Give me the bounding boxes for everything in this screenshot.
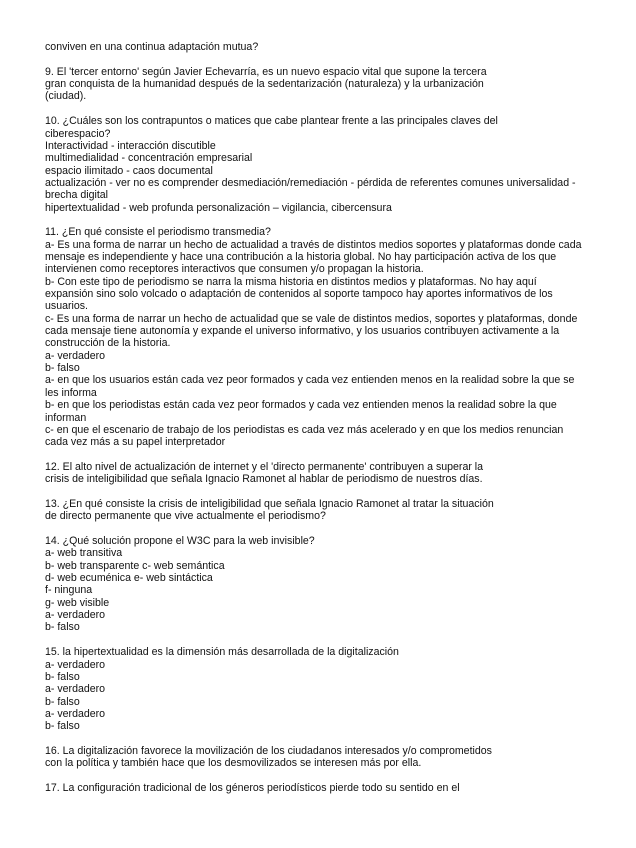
text-line: b- falso <box>45 695 80 708</box>
text-line: Interactividad - interacción discutible <box>45 139 216 152</box>
text-line: a- verdadero <box>45 707 106 720</box>
text-line: hipertextualidad - web profunda personalización – vigilancia, cibercensura <box>45 201 392 214</box>
text-line: a- Es una forma de narrar un hecho de actualidad a través de distintos medios soportes y plataformas donde cada <box>45 238 582 251</box>
text-line: a- verdadero <box>45 658 106 671</box>
text-line: 13. ¿En qué consiste la crisis de inteligibilidad que señala Ignacio Ramonet al tratar la situación <box>45 497 494 510</box>
text-line: b- falso <box>45 670 80 683</box>
text-line: b- en que los periodistas están cada vez peor formados y cada vez entienden menos la realidad sobre la que <box>45 399 557 412</box>
text-line: g- web visible <box>45 596 110 609</box>
text-line: f- ninguna <box>45 584 93 597</box>
text-line: a- verdadero <box>45 683 106 696</box>
text-line: con la política y también hace que los desmovilizados se interesen más por ella. <box>45 757 422 770</box>
text-line: 10. ¿Cuáles son los contrapuntos o matices que cabe plantear frente a las principales claves del <box>45 115 498 128</box>
text-line: (ciudad). <box>45 90 87 103</box>
text-line: usuarios. <box>45 300 88 313</box>
text-line: intervienen como receptores interactivos que consumen y/o propagan la historia. <box>45 263 424 276</box>
text-line: espacio ilimitado - caos documental <box>45 164 213 177</box>
text-line: a- web transitiva <box>45 547 123 560</box>
text-line: cada vez más a su papel interpretador <box>45 436 226 449</box>
text-line: a- verdadero <box>45 349 106 362</box>
text-line: multimedialidad - concentración empresarial <box>45 152 253 165</box>
text-line: 17. La configuración tradicional de los géneros periodísticos pierde todo su sentido en el <box>45 782 460 794</box>
text-line: b- Con este tipo de periodismo se narra la misma historia en distintos medios y plataformas. No hay aquí <box>45 275 537 288</box>
text-line: conviven en una continua adaptación mutua? <box>45 41 259 53</box>
text-line: a- en que los usuarios están cada vez peor formados y cada vez entienden menos en la realidad sobre la que se <box>45 374 575 387</box>
text-line: c- Es una forma de narrar un hecho de actualidad que se vale de distintos medios, soportes y plataformas, donde <box>45 312 578 325</box>
text-line: les informa <box>45 386 97 399</box>
text-line: 9. El 'tercer entorno' según Javier Echevarría, es un nuevo espacio vital que supone la tercera <box>45 65 487 78</box>
text-line: b- falso <box>45 720 80 733</box>
text-line: crisis de inteligibilidad que señala Ignacio Ramonet al hablar de periodismo de nuestros días. <box>45 473 483 486</box>
text-line: de directo permanente que vive actualmente el periodismo? <box>45 510 326 523</box>
text-line: mensaje es independiente y hace una contribución a la historia global. No hay participación activa de los que <box>45 250 557 263</box>
text-line: b- falso <box>45 362 80 375</box>
text-line: actualización - ver no es comprender desmediación/remediación - pérdida de referentes comunes universalidad - <box>45 176 576 189</box>
text-line: 11. ¿En qué consiste el periodismo transmedia? <box>45 226 271 239</box>
text-line: 16. La digitalización favorece la movilización de los ciudadanos interesados y/o comprometidos <box>45 744 492 757</box>
text-line: 15. la hipertextualidad es la dimensión más desarrollada de la digitalización <box>45 646 399 659</box>
text-line: informan <box>45 411 87 424</box>
text-line: ciberespacio? <box>45 127 111 140</box>
text-line: construcción de la historia. <box>45 337 171 350</box>
text-line: b- falso <box>45 621 80 634</box>
text-line: cada mensaje tiene autonomía y expande el universo informativo, y los usuarios contribuyen activamente a la <box>45 325 560 338</box>
text-line: 14. ¿Qué solución propone el W3C para la web invisible? <box>45 535 315 547</box>
text-line: a- verdadero <box>45 609 106 622</box>
text-line: expansión sino solo volcado o adaptación de contenidos al soporte tampoco hay aportes informativos de los <box>45 288 553 300</box>
text-line: b- web transparente c- web semántica <box>45 559 225 572</box>
text-line: gran conquista de la humanidad después de la sedentarización (naturaleza) y la urbanización <box>45 78 484 90</box>
text-line: 12. El alto nivel de actualización de internet y el 'directo permanente' contribuyen a superar la <box>45 460 484 473</box>
text-line: d- web ecuménica e- web sintáctica <box>45 572 213 584</box>
text-line: c- en que el escenario de trabajo de los periodistas es cada vez más acelerado y en que los medios renuncian <box>45 423 564 436</box>
text-line: brecha digital <box>45 189 109 202</box>
